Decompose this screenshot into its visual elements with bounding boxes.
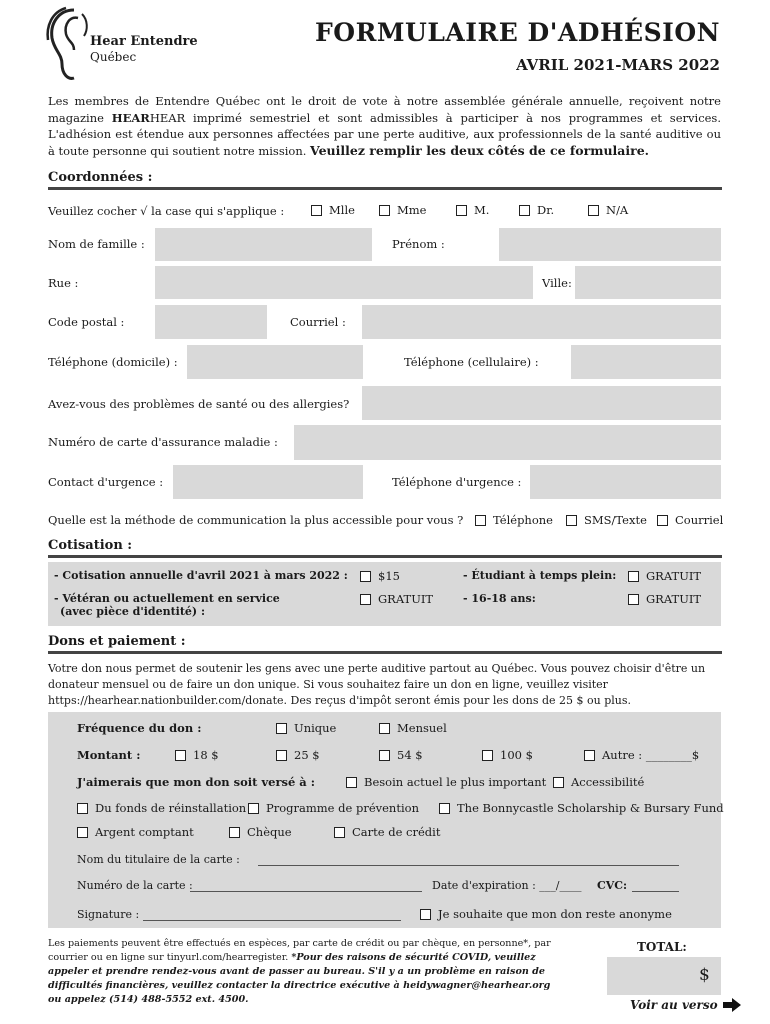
tel-urgence-field[interactable] <box>530 465 721 499</box>
code-postal-label: Code postal : <box>48 315 125 329</box>
checkbox-reinstallation[interactable]: Du fonds de réinstallation <box>77 801 246 815</box>
prenom-label: Prénom : <box>392 237 445 251</box>
prenom-field[interactable] <box>499 228 721 261</box>
checkbox-25[interactable]: 25 $ <box>276 748 320 762</box>
verso-note: Voir au verso <box>630 998 741 1012</box>
page-subtitle: AVRIL 2021-MARS 2022 <box>516 56 720 74</box>
youth-label: - 16-18 ans: <box>463 592 536 605</box>
footer-note: Les paiements peuvent être effectués en espèces, par carte de crédit ou par chèque, en personne*, par courrier ou en ligne sur tinyurl.com/hearregister. *Pour des raisons de sécurité COVID, veuillez appeler et prendre rendez-vous avant de passer au bureau. S'il y a un problème en raison de difficultés financières, veuillez contacter la directrice exécutive à heidywagner@hearhear.org ou appelez (514) 488-5552 ext. 4500. <box>48 938 551 1005</box>
checkbox-dr[interactable]: Dr. <box>519 203 554 217</box>
total-currency: $ <box>699 965 710 985</box>
checkbox-box[interactable] <box>657 515 668 526</box>
section-divider <box>48 651 722 654</box>
ville-field[interactable] <box>575 266 721 299</box>
checkbox-54[interactable]: 54 $ <box>379 748 423 762</box>
total-label: TOTAL: <box>637 940 687 954</box>
tel-cellulaire-label: Téléphone (cellulaire) : <box>404 355 539 369</box>
veteran-label: - Vétéran ou actuellement en service <box>54 592 280 605</box>
checkbox-anonyme[interactable]: Je souhaite que mon don reste anonyme <box>420 907 672 921</box>
section-coordonnees-title: Coordonnées : <box>48 170 153 185</box>
checkbox-box[interactable] <box>276 723 287 734</box>
title-check-prompt: Veuillez cocher √ la case qui s'applique : <box>48 204 285 218</box>
checkbox-box[interactable] <box>229 827 240 838</box>
cvc-label: CVC: <box>597 879 628 892</box>
checkbox-student[interactable]: GRATUIT <box>628 569 701 583</box>
checkbox-bonnycastle[interactable]: The Bonnycastle Scholarship & Bursary Fund <box>439 801 724 815</box>
checkbox-courriel[interactable]: Courriel <box>657 513 723 527</box>
dons-text: Votre don nous permet de soutenir les gens avec une perte auditive partout au Québec. Vous pouvez choisir d'être un donateur mensuel ou de faire un don unique. Si vous souhaitez faire un don en ligne, veuillez visiter https://hearhear.nationbuilder.com/donate. Des reçus d'impôt seront émis pour les dons de 25 $ ou plus. <box>48 662 706 707</box>
courriel-label: Courriel : <box>290 315 346 329</box>
annual-label: - Cotisation annuelle d'avril 2021 à mars 2022 : <box>54 569 348 582</box>
checkbox-veteran[interactable]: GRATUIT <box>360 592 433 606</box>
checkbox-box[interactable] <box>584 750 595 761</box>
expiration-label: Date d'expiration : ___/____ <box>432 879 582 892</box>
section-cotisation-title: Cotisation : <box>48 538 133 553</box>
checkbox-box[interactable] <box>420 909 431 920</box>
checkbox-accessibilite[interactable]: Accessibilité <box>553 775 644 789</box>
checkbox-box[interactable] <box>379 205 390 216</box>
checkbox-box[interactable] <box>588 205 599 216</box>
veteran-label-2: (avec pièce d'identité) : <box>60 605 206 618</box>
checkbox-box[interactable] <box>248 803 259 814</box>
checkbox-100[interactable]: 100 $ <box>482 748 533 762</box>
numero-carte-label: Numéro de la carte : <box>77 879 193 892</box>
tel-domicile-label: Téléphone (domicile) : <box>48 355 178 369</box>
sante-label: Avez-vous des problèmes de santé ou des allergies? <box>48 397 350 411</box>
nom-field[interactable] <box>155 228 372 261</box>
checkbox-box[interactable] <box>628 571 639 582</box>
intro-paragraph: Les membres de Entendre Québec ont le droit de vote à notre assemblée générale annuelle, reçoivent notre magazine HEARHEAR imprimé semestriel et sont admissibles à participer à nos programmes et services. L'adhésion est étendue aux personnes affectées par une perte auditive, aux professionnels de la santé auditive ou à toute personne qui soutient notre mission. Veuillez remplir les deux côtés de ce formulaire. <box>48 94 721 158</box>
checkbox-box[interactable] <box>519 205 530 216</box>
checkbox-box[interactable] <box>77 803 88 814</box>
communication-prompt: Quelle est la méthode de communication la plus accessible pour vous ? <box>48 513 464 527</box>
checkbox-box[interactable] <box>276 750 287 761</box>
tel-urgence-label: Téléphone d'urgence : <box>392 475 522 489</box>
checkbox-argent-comptant[interactable]: Argent comptant <box>77 825 194 839</box>
checkbox-box[interactable] <box>566 515 577 526</box>
checkbox-m[interactable]: M. <box>456 203 489 217</box>
checkbox-na[interactable]: N/A <box>588 203 628 217</box>
rue-label: Rue : <box>48 276 79 290</box>
student-label: - Étudiant à temps plein: <box>463 569 617 582</box>
checkbox-besoin-actuel[interactable]: Besoin actuel le plus important <box>346 775 546 789</box>
section-divider <box>48 187 722 190</box>
logo-line1: Hear Entendre <box>90 34 198 49</box>
checkbox-telephone[interactable]: Téléphone <box>475 513 553 527</box>
checkbox-18[interactable]: 18 $ <box>175 748 219 762</box>
checkbox-box[interactable] <box>475 515 486 526</box>
numero-carte-field[interactable] <box>190 891 422 892</box>
carte-assurance-field[interactable] <box>294 425 721 460</box>
contact-urgence-label: Contact d'urgence : <box>48 475 164 489</box>
checkbox-box[interactable] <box>346 777 357 788</box>
signature-label: Signature : <box>77 908 140 921</box>
frequence-label: Fréquence du don : <box>77 721 202 735</box>
checkbox-box[interactable] <box>77 827 88 838</box>
donation-box <box>48 712 721 928</box>
checkbox-box[interactable] <box>456 205 467 216</box>
contact-urgence-field[interactable] <box>173 465 363 499</box>
ear-logo-icon <box>44 4 92 84</box>
montant-label: Montant : <box>77 748 141 762</box>
checkbox-box[interactable] <box>360 594 371 605</box>
code-postal-field[interactable] <box>155 305 267 339</box>
tel-domicile-field[interactable] <box>187 345 363 379</box>
courriel-field[interactable] <box>362 305 721 339</box>
checkbox-mme[interactable]: Mme <box>379 203 427 217</box>
titulaire-field[interactable] <box>258 865 679 866</box>
checkbox-annual[interactable]: $15 <box>360 569 400 583</box>
checkbox-box[interactable] <box>482 750 493 761</box>
checkbox-box[interactable] <box>553 777 564 788</box>
titulaire-label: Nom du titulaire de la carte : <box>77 853 240 866</box>
page-title: FORMULAIRE D'ADHÉSION <box>315 18 720 47</box>
cvc-field[interactable] <box>632 891 679 892</box>
checkbox-box[interactable] <box>379 750 390 761</box>
checkbox-box[interactable] <box>334 827 345 838</box>
checkbox-box[interactable] <box>360 571 371 582</box>
checkbox-box[interactable] <box>439 803 450 814</box>
checkbox-carte-credit[interactable]: Carte de crédit <box>334 825 440 839</box>
ville-label: Ville: <box>542 276 572 290</box>
sante-field[interactable] <box>362 386 721 420</box>
nom-label: Nom de famille : <box>48 237 145 251</box>
checkbox-autre[interactable]: Autre : ________$ <box>584 748 699 762</box>
checkbox-box[interactable] <box>379 723 390 734</box>
checkbox-box[interactable] <box>175 750 186 761</box>
checkbox-box[interactable] <box>311 205 322 216</box>
section-divider <box>48 555 722 558</box>
section-dons-title: Dons et paiement : <box>48 634 186 649</box>
checkbox-unique[interactable]: Unique <box>276 721 336 735</box>
verse-label: J'aimerais que mon don soit versé à : <box>77 775 316 789</box>
tel-cellulaire-field[interactable] <box>571 345 721 379</box>
logo <box>44 4 204 84</box>
checkbox-youth[interactable]: GRATUIT <box>628 592 701 606</box>
checkbox-prevention[interactable]: Programme de prévention <box>248 801 419 815</box>
logo-line2: Québec <box>90 50 137 64</box>
arrow-right-icon <box>723 998 741 1012</box>
checkbox-mensuel[interactable]: Mensuel <box>379 721 447 735</box>
signature-field[interactable] <box>143 920 401 921</box>
carte-assurance-label: Numéro de carte d'assurance maladie : <box>48 435 278 449</box>
checkbox-mlle[interactable]: Mlle <box>311 203 355 217</box>
checkbox-cheque[interactable]: Chèque <box>229 825 292 839</box>
rue-field[interactable] <box>155 266 533 299</box>
checkbox-sms[interactable]: SMS/Texte <box>566 513 647 527</box>
checkbox-box[interactable] <box>628 594 639 605</box>
